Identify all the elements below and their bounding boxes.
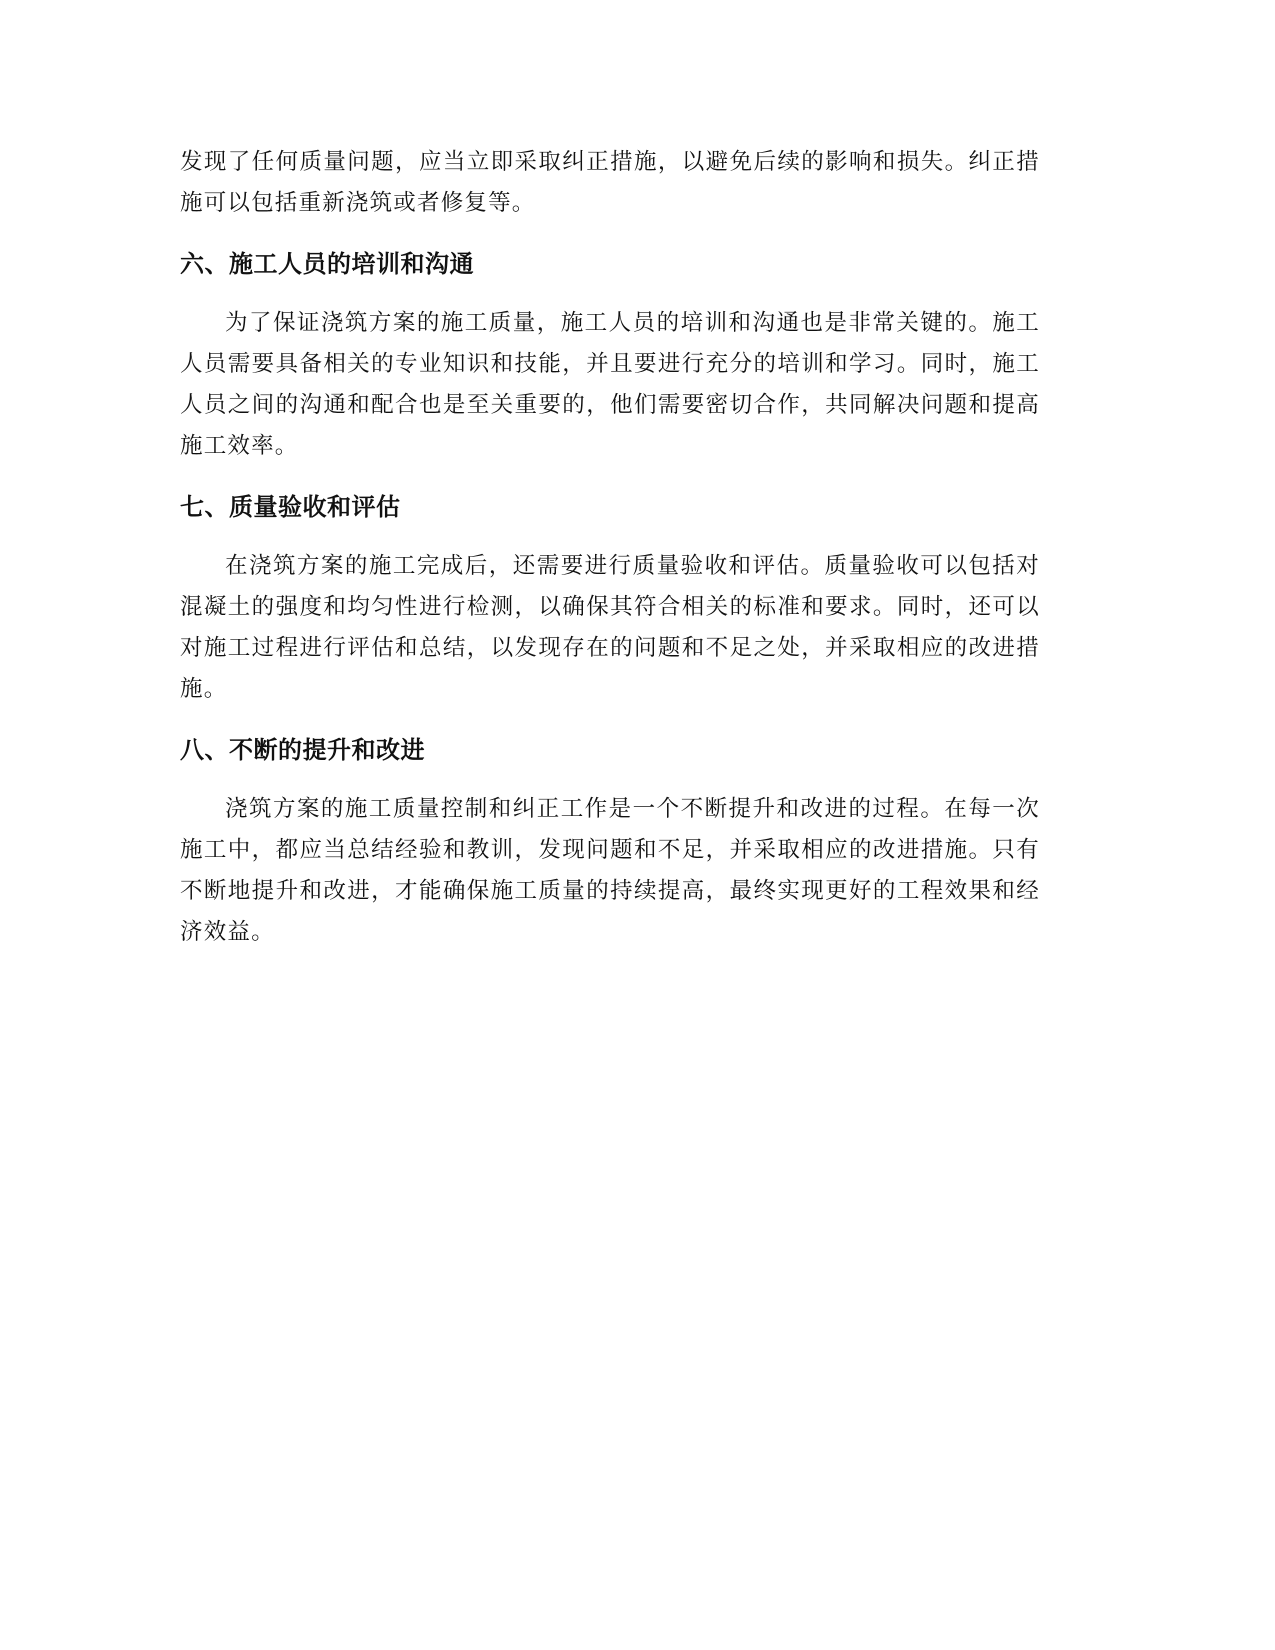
spacer	[180, 524, 1040, 546]
section-body-6: 为了保证浇筑方案的施工质量，施工人员的培训和沟通也是非常关键的。施工人员需要具备相关的专业知识和技能，并且要进行充分的培训和学习。同时，施工人员之间的沟通和配合也是至关重要的，他们需要密切合作，共同解决问题和提高施工效率。	[180, 310, 1040, 459]
spacer	[180, 281, 1040, 303]
section-body-7: 在浇筑方案的施工完成后，还需要进行质量验收和评估。质量验收可以包括对混凝土的强度和均匀性进行检测，以确保其符合相关的标准和要求。同时，还可以对施工过程进行评估和总结，以发现存在的问题和不足之处，并采取相应的改进措施。	[180, 553, 1040, 702]
section-heading-6: 六、施工人员的培训和沟通	[180, 250, 474, 278]
spacer	[180, 224, 1040, 247]
spacer	[180, 467, 1040, 490]
document-page	[180, 142, 1040, 953]
section-heading-7: 七、质量验收和评估	[180, 493, 401, 521]
section-heading-8: 八、不断的提升和改进	[180, 736, 425, 764]
intro-paragraph: 发现了任何质量问题，应当立即采取纠正措施，以避免后续的影响和损失。纠正措施可以包括重新浇筑或者修复等。	[180, 149, 1040, 216]
spacer	[180, 767, 1040, 789]
section-body-8: 浇筑方案的施工质量控制和纠正工作是一个不断提升和改进的过程。在每一次施工中，都应当总结经验和教训，发现问题和不足，并采取相应的改进措施。只有不断地提升和改进，才能确保施工质量的持续提高，最终实现更好的工程效果和经济效益。	[180, 796, 1040, 945]
spacer	[180, 710, 1040, 733]
